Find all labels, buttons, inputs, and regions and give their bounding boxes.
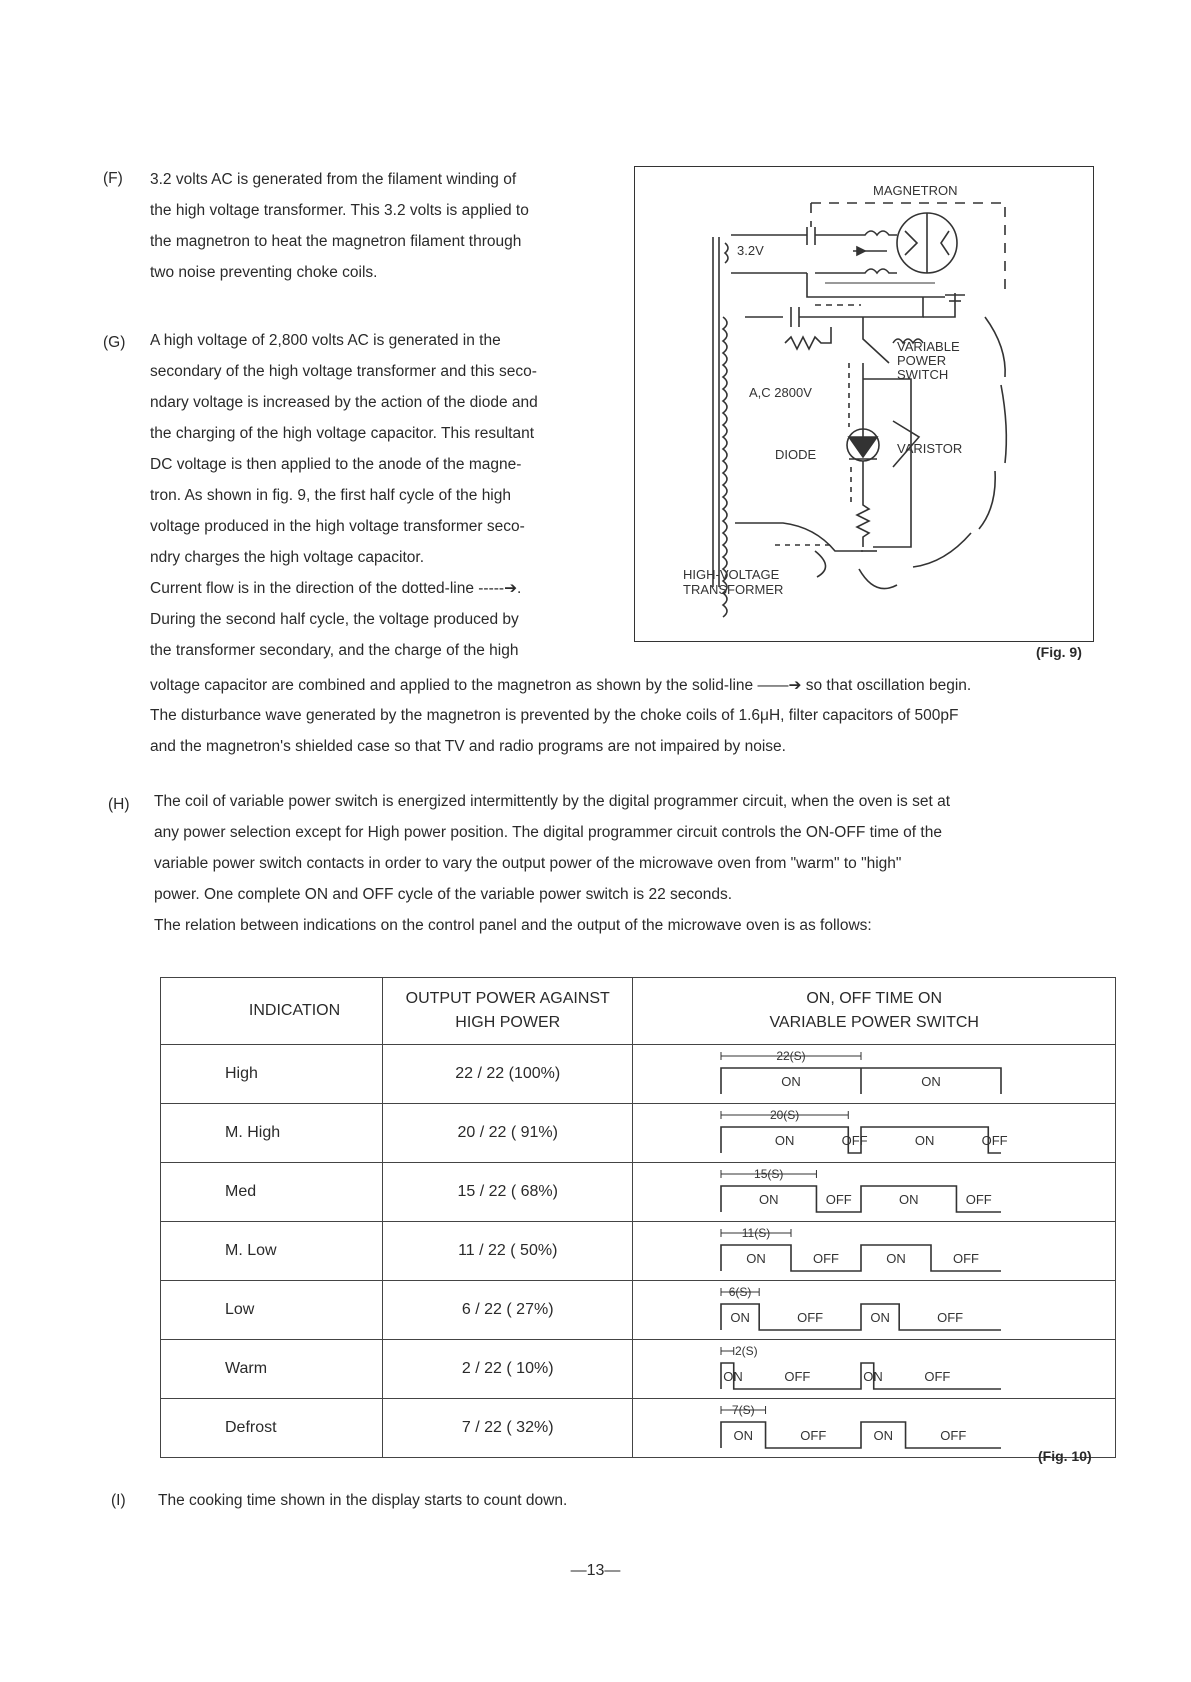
duration-label: 6(S) [729, 1285, 752, 1299]
section-i-text: The cooking time shown in the display starts to count down. [158, 1492, 568, 1509]
section-f-text [150, 164, 600, 288]
table-row [161, 1104, 1116, 1163]
text-line: the charging of the high voltage capacitor. This resultant [150, 425, 535, 442]
header-output [383, 978, 633, 1045]
duration-label: 7(S) [732, 1403, 755, 1417]
text-line: Current flow is in the direction of the dotted-line -----➔. [150, 580, 522, 597]
off-label: OFF [940, 1428, 967, 1443]
vps-label-2: POWER [897, 353, 947, 368]
section-g-label: (G) [103, 334, 126, 351]
vps-label-3: SWITCH [897, 367, 949, 382]
header-timing-line-2: VARIABLE POWER SWITCH [769, 1014, 979, 1031]
section-f-label: (F) [103, 170, 123, 187]
text-line: variable power switch contacts in order to vary the output power of the microwave oven from "warm" to "high" [154, 855, 902, 872]
on-label: ON [723, 1369, 744, 1384]
section-g-text [150, 325, 600, 666]
header-indication: INDICATION [161, 978, 383, 1045]
on-label: ON [733, 1428, 754, 1443]
text-line: the magnetron to heat the magnetron filament through [150, 233, 522, 250]
on-label: ON [915, 1133, 935, 1148]
timing-diagram [633, 1341, 1113, 1397]
hvt-label-2: TRANSFORMER [683, 582, 784, 597]
text-line: power. One complete ON and OFF cycle of the variable power switch is 22 seconds. [154, 886, 733, 903]
header-output-line-2: HIGH POWER [455, 1014, 561, 1031]
indication-cell: High [161, 1045, 383, 1104]
text-line: any power selection except for High power position. The digital programmer circuit controls the ON-OFF time of the [154, 824, 942, 841]
diode-label: DIODE [775, 447, 817, 462]
on-label: ON [870, 1310, 891, 1325]
off-label: OFF [982, 1133, 1009, 1148]
timing-cell [633, 1281, 1116, 1340]
timing-diagram [633, 1223, 1113, 1279]
duration-label: 11(S) [742, 1226, 771, 1240]
hvt-label-1: HIGH-VOLTAGE [683, 567, 780, 582]
fig9-circuit-diagram [634, 166, 1094, 642]
indication-cell: M. Low [161, 1222, 383, 1281]
output-cell: 2 / 22 ( 10%) [383, 1340, 633, 1399]
duration-arrow [721, 1347, 734, 1355]
off-label: OFF [842, 1133, 869, 1148]
output-cell: 6 / 22 ( 27%) [383, 1281, 633, 1340]
table-row [161, 1399, 1116, 1458]
on-label: ON [886, 1251, 907, 1266]
off-label: OFF [797, 1310, 824, 1325]
on-label: ON [863, 1369, 884, 1384]
table-header-row [161, 978, 1116, 1045]
off-label: OFF [937, 1310, 964, 1325]
text-line: The coil of variable power switch is energized intermittently by the digital programmer circuit, when the oven is set at [154, 793, 951, 810]
timing-cell [633, 1222, 1116, 1281]
text-line: 3.2 volts AC is generated from the filament winding of [150, 171, 517, 188]
off-label: OFF [813, 1251, 840, 1266]
timing-cell [633, 1045, 1116, 1104]
off-label: OFF [966, 1192, 993, 1207]
circuit-svg [635, 167, 1093, 641]
text-line: the transformer secondary, and the charge of the high [150, 642, 519, 659]
off-label: OFF [924, 1369, 951, 1384]
duration-label: 22(S) [776, 1049, 807, 1063]
off-label: OFF [784, 1369, 811, 1384]
on-label: ON [746, 1251, 767, 1266]
timing-cell [633, 1340, 1116, 1399]
waveform-line [721, 1363, 1001, 1389]
text-line: secondary of the high voltage transformer and this seco- [150, 363, 537, 380]
text-line: ndary voltage is increased by the action of the diode and [150, 394, 538, 411]
table-row [161, 1340, 1116, 1399]
on-label: ON [921, 1074, 942, 1089]
duration-label: 2(S) [735, 1344, 759, 1358]
on-label: ON [775, 1133, 795, 1148]
timing-diagram [633, 1105, 1113, 1161]
text-line: tron. As shown in fig. 9, the first half cycle of the high [150, 487, 511, 504]
varistor-label: VARISTOR [897, 441, 963, 456]
duration-label: 15(S) [754, 1167, 784, 1181]
text-line: DC voltage is then applied to the anode of the magne- [150, 456, 522, 473]
timing-diagram [633, 1164, 1113, 1220]
waveform-line [721, 1068, 1001, 1094]
output-cell: 7 / 22 ( 32%) [383, 1399, 633, 1458]
table-row [161, 1163, 1116, 1222]
fig10-caption: (Fig. 10) [1038, 1448, 1092, 1464]
header-timing [633, 978, 1116, 1045]
vps-label-1: VARIABLE [897, 339, 960, 354]
section-i-label: (I) [111, 1492, 126, 1509]
table-row [161, 1281, 1116, 1340]
text-line: voltage produced in the high voltage transformer seco- [150, 518, 525, 535]
table-row [161, 1045, 1116, 1104]
output-cell: 15 / 22 ( 68%) [383, 1163, 633, 1222]
text-line: voltage capacitor are combined and applied to the magnetron as shown by the solid-line ——➔ so that oscillation begin. [150, 677, 972, 694]
on-label: ON [873, 1428, 894, 1443]
table-row [161, 1222, 1116, 1281]
header-output-line-1: OUTPUT POWER AGAINST [405, 990, 610, 1007]
page-number: —13— [570, 1562, 621, 1579]
indication-cell: M. High [161, 1104, 383, 1163]
output-cell: 22 / 22 (100%) [383, 1045, 633, 1104]
timing-diagram [633, 1046, 1113, 1102]
filament-voltage-label: 3.2V [737, 243, 764, 258]
text-line: The relation between indications on the control panel and the output of the microwave oven is as follows: [154, 917, 872, 934]
power-table [160, 977, 1116, 1458]
indication-cell: Med [161, 1163, 383, 1222]
timing-cell [633, 1163, 1116, 1222]
text-line: two noise preventing choke coils. [150, 264, 378, 281]
section-h-text [154, 786, 1114, 941]
text-line: the high voltage transformer. This 3.2 volts is applied to [150, 202, 529, 219]
output-cell: 11 / 22 ( 50%) [383, 1222, 633, 1281]
text-line: The disturbance wave generated by the magnetron is prevented by the choke coils of 1.6μH, filter capacitors of 500pF [150, 707, 959, 724]
off-label: OFF [953, 1251, 980, 1266]
on-label: ON [730, 1310, 751, 1325]
duration-label: 20(S) [770, 1108, 800, 1122]
text-line: ndry charges the high voltage capacitor. [150, 549, 425, 566]
fig9-caption: (Fig. 9) [1036, 644, 1082, 660]
timing-cell [633, 1104, 1116, 1163]
indication-cell: Low [161, 1281, 383, 1340]
text-line: and the magnetron's shielded case so that TV and radio programs are not impaired by noise. [150, 738, 786, 755]
text-line: During the second half cycle, the voltage produced by [150, 611, 519, 628]
timing-diagram [633, 1282, 1113, 1338]
on-label: ON [759, 1192, 779, 1207]
on-label: ON [781, 1074, 802, 1089]
header-timing-line-1: ON, OFF TIME ON [806, 990, 943, 1007]
output-cell: 20 / 22 ( 91%) [383, 1104, 633, 1163]
indication-cell: Warm [161, 1340, 383, 1399]
section-h-label: (H) [108, 796, 130, 813]
on-label: ON [899, 1192, 919, 1207]
magnetron-label: MAGNETRON [873, 183, 958, 198]
off-label: OFF [826, 1192, 853, 1207]
ac-voltage-label: A,C 2800V [749, 385, 812, 400]
indication-cell: Defrost [161, 1399, 383, 1458]
off-label: OFF [800, 1428, 827, 1443]
text-line: A high voltage of 2,800 volts AC is generated in the [150, 332, 501, 349]
